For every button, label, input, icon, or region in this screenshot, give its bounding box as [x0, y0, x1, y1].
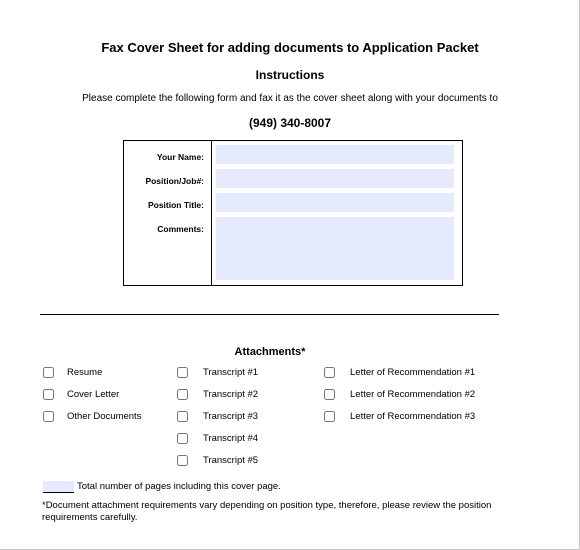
attachments-heading: Attachments*	[234, 346, 306, 358]
attachment-transcript-3[interactable]	[177, 411, 258, 422]
resume-checkbox[interactable]	[43, 367, 54, 378]
transcript-3-checkbox[interactable]	[177, 411, 188, 422]
comments-field[interactable]	[216, 217, 454, 280]
position-job-field[interactable]	[216, 169, 454, 188]
document-title: Fax Cover Sheet for adding documents to Application Packet	[101, 40, 479, 55]
section-divider	[40, 314, 499, 315]
other-documents-checkbox[interactable]	[43, 411, 54, 422]
transcript-3-label: Transcript #3	[203, 411, 259, 422]
resume-label: Resume	[67, 367, 103, 378]
attachment-letter-rec-3[interactable]	[324, 411, 475, 422]
instructions-text: Please complete the following form and fax it as the cover sheet along with your documents to	[82, 93, 498, 104]
letter-rec-3-label: Letter of Recommendation #3	[350, 411, 476, 422]
applicant-form	[123, 140, 463, 286]
instructions-heading: Instructions	[255, 68, 325, 82]
your-name-field[interactable]	[216, 145, 454, 164]
attachment-transcript-5[interactable]	[177, 455, 258, 466]
form-column-divider	[211, 141, 212, 285]
attachment-transcript-2[interactable]	[177, 389, 258, 400]
transcript-2-label: Transcript #2	[203, 389, 259, 400]
comments-label: Comments:	[157, 224, 204, 234]
total-pages-label: Total number of pages including this cover page.	[77, 481, 281, 492]
transcript-4-label: Transcript #4	[203, 433, 259, 444]
transcript-1-label: Transcript #1	[203, 367, 259, 378]
transcript-2-checkbox[interactable]	[177, 389, 188, 400]
transcript-5-checkbox[interactable]	[177, 455, 188, 466]
attachment-resume[interactable]	[43, 367, 102, 378]
cover-letter-label: Cover Letter	[67, 389, 120, 400]
attachment-transcript-1[interactable]	[177, 367, 258, 378]
total-pages-field[interactable]	[43, 481, 74, 493]
fax-number: (949) 340-8007	[248, 116, 332, 130]
transcript-1-checkbox[interactable]	[177, 367, 188, 378]
position-job-label: Position/Job#:	[145, 176, 204, 186]
transcript-5-label: Transcript #5	[203, 455, 259, 466]
letter-rec-3-checkbox[interactable]	[324, 411, 335, 422]
attachment-cover-letter[interactable]	[43, 389, 119, 400]
letter-rec-1-label: Letter of Recommendation #1	[350, 367, 476, 378]
letter-rec-2-checkbox[interactable]	[324, 389, 335, 400]
cover-letter-checkbox[interactable]	[43, 389, 54, 400]
transcript-4-checkbox[interactable]	[177, 433, 188, 444]
letter-rec-1-checkbox[interactable]	[324, 367, 335, 378]
other-documents-label: Other Documents	[67, 411, 142, 422]
letter-rec-2-label: Letter of Recommendation #2	[350, 389, 476, 400]
attachment-transcript-4[interactable]	[177, 433, 258, 444]
attachment-letter-rec-2[interactable]	[324, 389, 475, 400]
attachment-letter-rec-1[interactable]	[324, 367, 475, 378]
position-title-label: Position Title:	[147, 200, 204, 210]
attachment-other-documents[interactable]	[43, 411, 141, 422]
requirements-note: *Document attachment requirements vary depending on position type, therefore, please review the position requirements carefully.	[42, 500, 492, 523]
position-title-field[interactable]	[216, 193, 454, 212]
your-name-label: Your Name:	[156, 152, 204, 162]
